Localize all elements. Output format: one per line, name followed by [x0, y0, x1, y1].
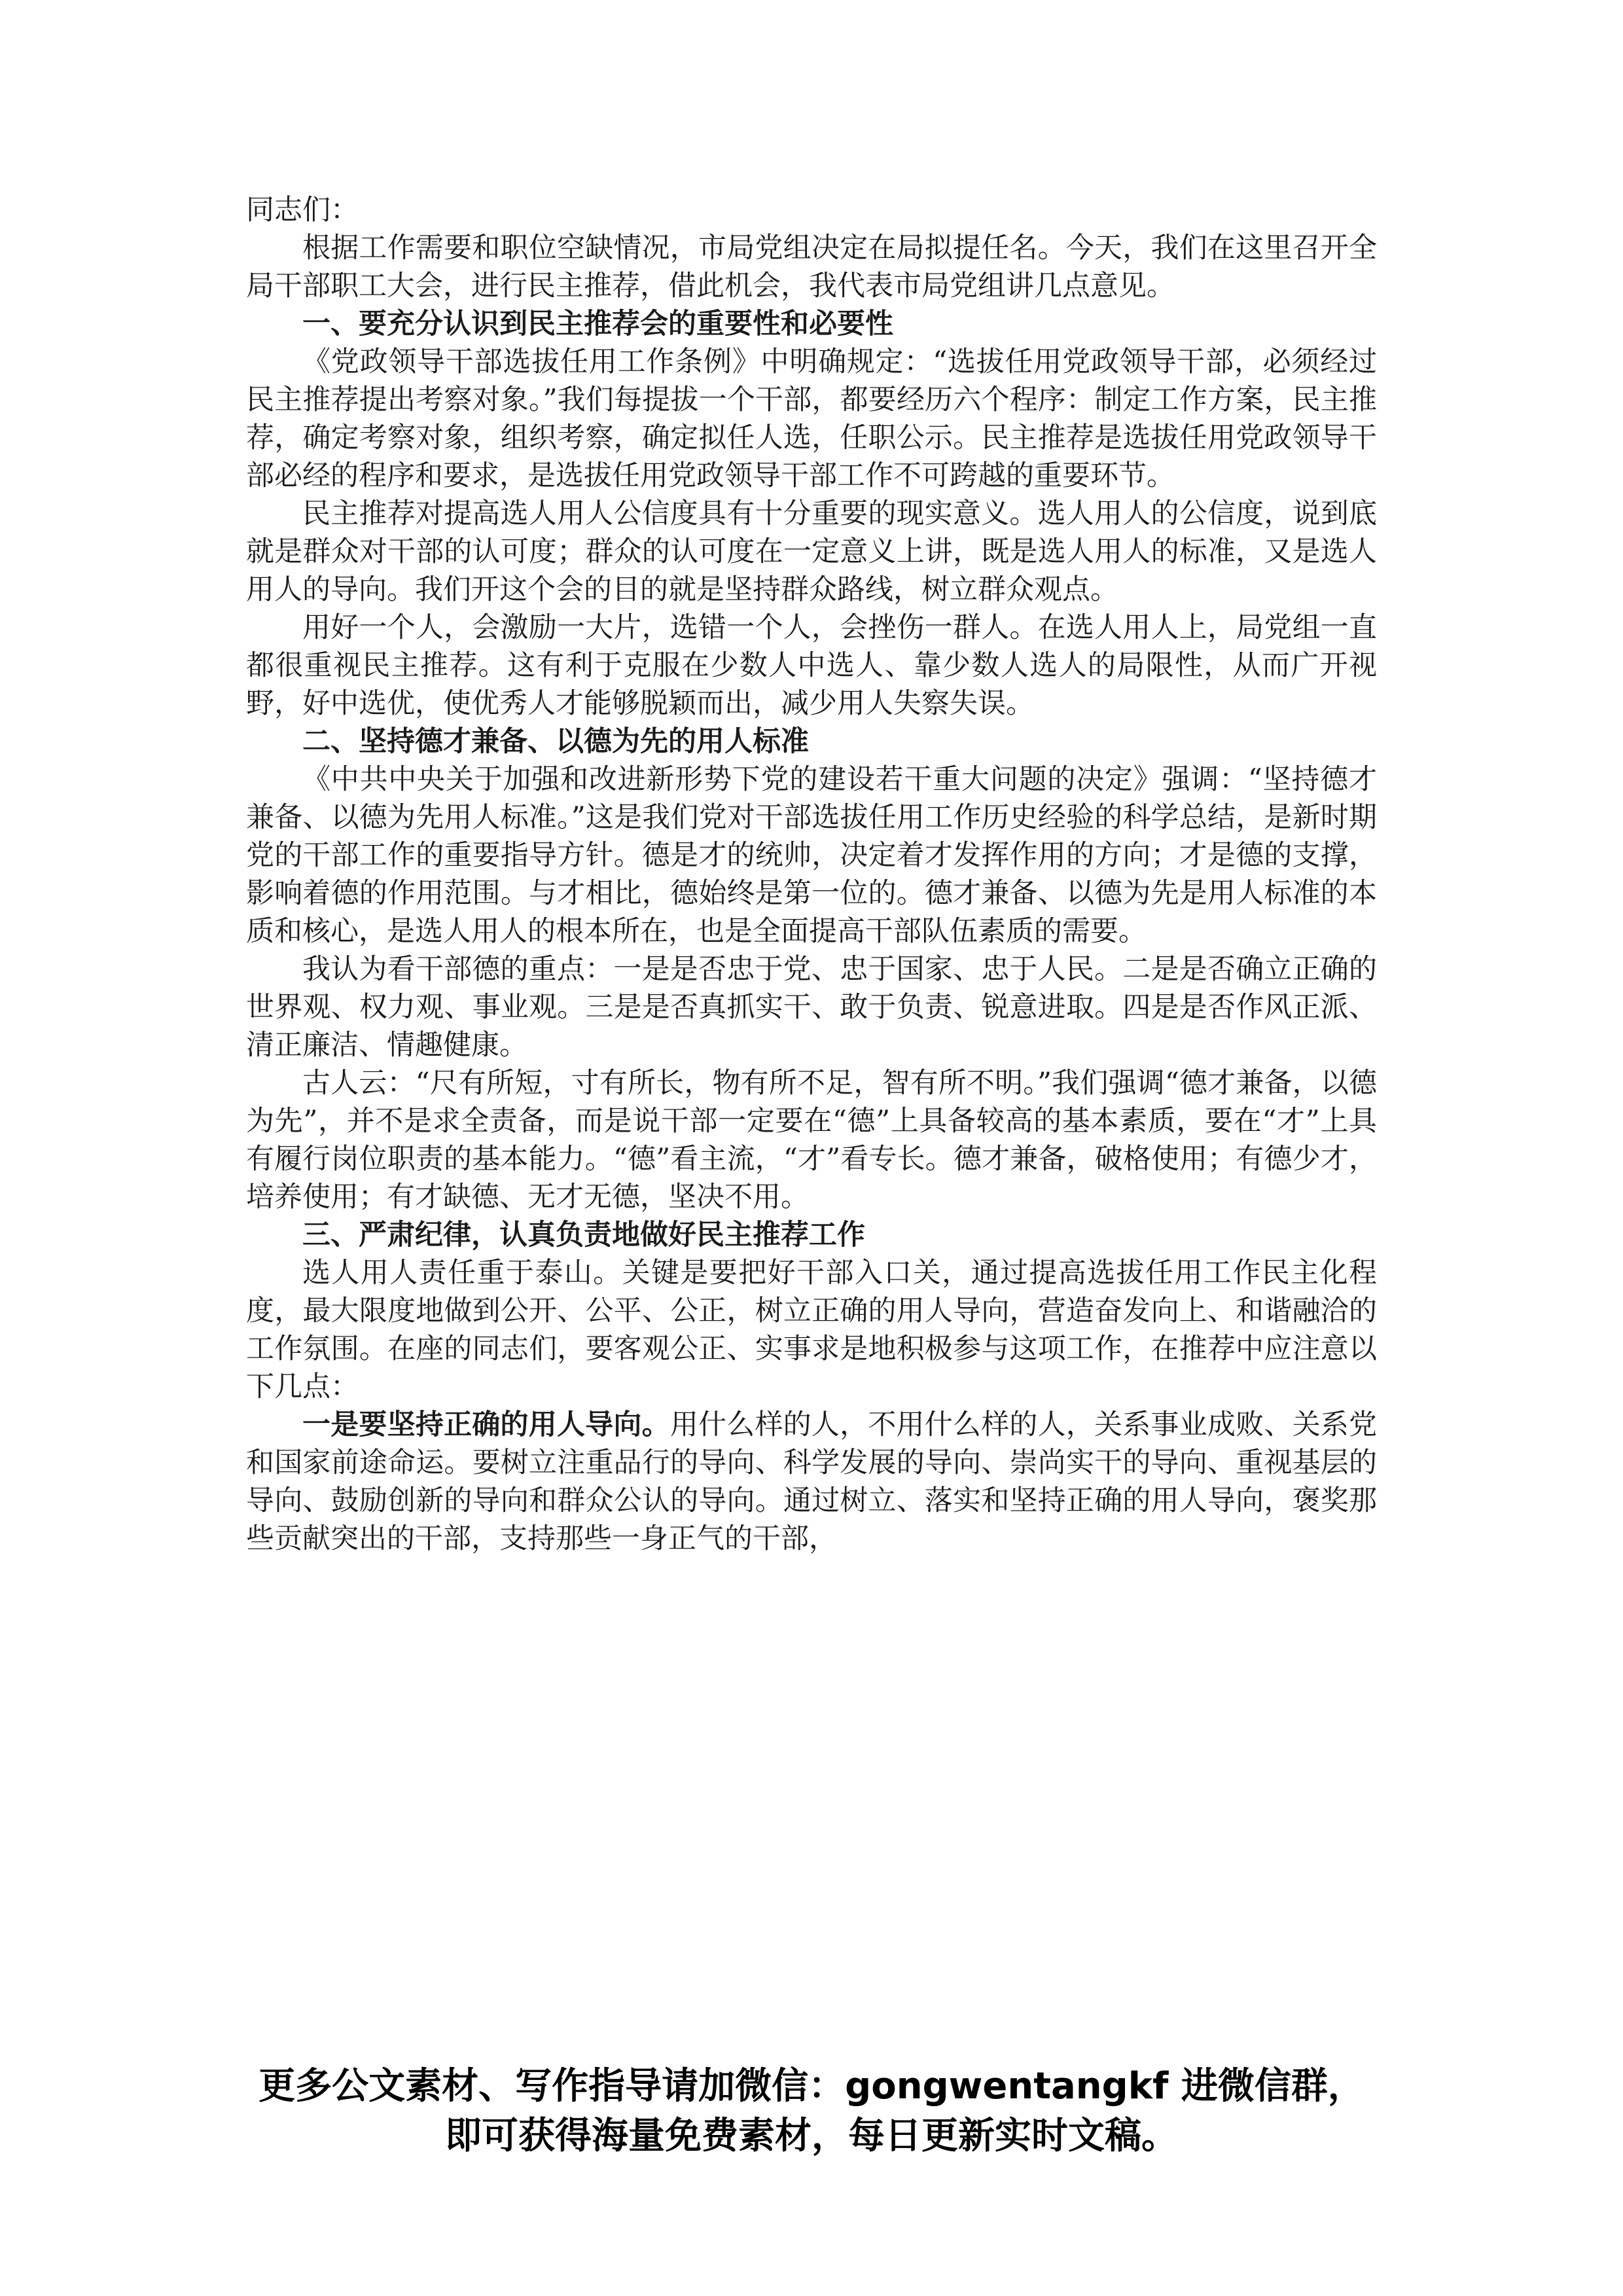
promo-footer	[216, 2062, 1407, 2161]
intro-paragraph: 根据工作需要和职位空缺情况，市局党组决定在局拟提任名。今天，我们在这里召开全局干部职工大会，进行民主推荐，借此机会，我代表市局党组讲几点意见。	[246, 232, 1377, 302]
section-3-heading: 三、严肃纪律，认真负责地做好民主推荐工作	[302, 1219, 865, 1251]
promo-footer-line-2: 即可获得海量免费素材，每日更新实时文稿。	[445, 2115, 1178, 2157]
section-1-paragraph-1: 《党政领导干部选拔任用工作条例》中明确规定：“选拔任用党政领导干部，必须经过民主推荐提出考察对象。”我们每提拔一个干部，都要经历六个程序：制定工作方案，民主推荐，确定考察对象，组织考察，确定拟任人选，任职公示。民主推荐是选拔任用党政领导干部必经的程序和要求，是选拔任用党政领导干部工作不可跨越的重要环节。	[246, 346, 1377, 492]
salutation: 同志们：	[246, 194, 359, 226]
section-1-heading: 一、要充分认识到民主推荐会的重要性和必要性	[302, 308, 893, 340]
promo-footer-line-1: 更多公文素材、写作指导请加微信：gongwentangkf 进微信群，	[259, 2065, 1364, 2108]
document-body	[246, 191, 1377, 1558]
section-1-paragraph-3: 用好一个人，会激励一大片，选错一个人，会挫伤一群人。在选人用人上，局党组一直都很重视民主推荐。这有利于克服在少数人中选人、靠少数人选人的局限性，从而广开视野，好中选优，使优秀人才能够脱颖而出，减少用人失察失误。	[246, 611, 1377, 720]
section-3-paragraph-1: 选人用人责任重于泰山。关键是要把好干部入口关，通过提高选拔任用工作民主化程度，最大限度地做到公开、公平、公正，树立正确的用人导向，营造奋发向上、和谐融洽的工作氛围。在座的同志们，要客观公正、实事求是地积极参与这项工作，在推荐中应注意以下几点：	[246, 1257, 1377, 1403]
section-2-paragraph-2: 我认为看干部德的重点：一是是否忠于党、忠于国家、忠于人民。二是是否确立正确的世界观、权力观、事业观。三是是否真抓实干、敢于负责、锐意进取。四是是否作风正派、清正廉洁、情趣健康。	[246, 953, 1377, 1062]
section-1-paragraph-2: 民主推荐对提高选人用人公信度具有十分重要的现实意义。选人用人的公信度，说到底就是群众对干部的认可度；群众的认可度在一定意义上讲，既是选人用人的标准，又是选人用人的导向。我们开这个会的目的就是坚持群众路线，树立群众观点。	[246, 497, 1377, 606]
section-2-heading: 二、坚持德才兼备、以德为先的用人标准	[302, 725, 809, 758]
section-3-paragraph-2-lead: 一是要坚持正确的用人导向。	[302, 1408, 670, 1441]
section-3-paragraph-2-body: 用什么样的人，不用什么样的人，关系事业成败、关系党和国家前途命运。要树立注重品行的导向、科学发展的导向、崇尚实干的导向、重视基层的导向、鼓励创新的导向和群众公认的导向。通过树立、落实和坚持正确的用人导向，褒奖那些贡献突出的干部，支持那些一身正气的干部，	[246, 1408, 1378, 1555]
section-3-paragraph-2	[246, 1406, 1377, 1558]
section-2-paragraph-3: 古人云：“尺有所短，寸有所长，物有所不足，智有所不明。”我们强调“德才兼备，以德为先”，并不是求全责备，而是说干部一定要在“德”上具备较高的基本素质，要在“才”上具有履行岗位职责的基本能力。“德”看主流，“才”看专长。德才兼备，破格使用；有德少才，培养使用；有才缺德、无才无德，坚决不用。	[246, 1067, 1377, 1213]
section-2-paragraph-1: 《中共中央关于加强和改进新形势下党的建设若干重大问题的决定》强调：“坚持德才兼备、以德为先用人标准。”这是我们党对干部选拔任用工作历史经验的科学总结，是新时期党的干部工作的重要指导方针。德是才的统帅，决定着才发挥作用的方向；才是德的支撑，影响着德的作用范围。与才相比，德始终是第一位的。德才兼备、以德为先是用人标准的本质和核心，是选人用人的根本所在，也是全面提高干部队伍素质的需要。	[246, 763, 1377, 948]
